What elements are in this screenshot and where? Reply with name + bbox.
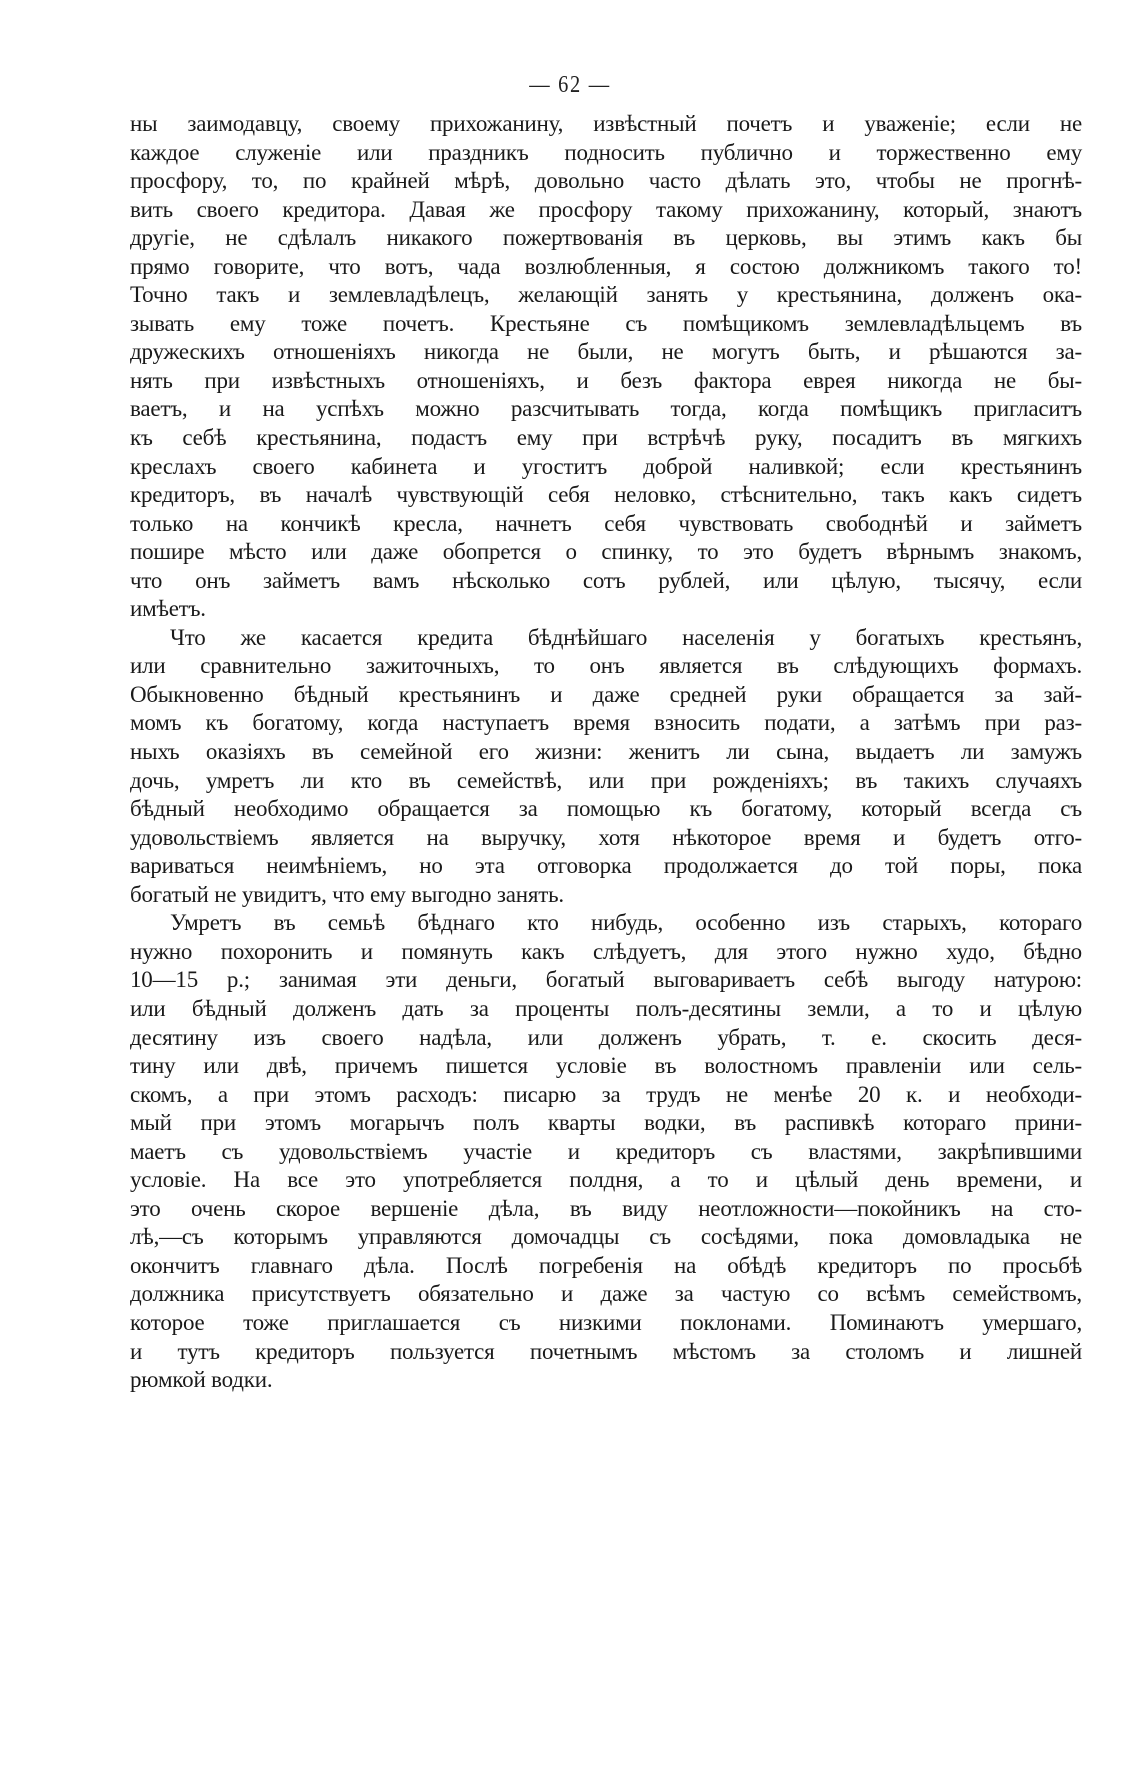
- text-line: мый при этомъ могарычъ полъ кварты водки, въ распивкѣ котораго прини-: [130, 1110, 1082, 1136]
- body-text: [130, 110, 1082, 1395]
- text-line: что онъ займетъ вамъ нѣсколько сотъ рублей, или цѣлую, тысячу, если: [130, 567, 1082, 593]
- text-line: богатый не увидитъ, что ему выгодно занять.: [130, 881, 564, 907]
- text-line: ны заимодавцу, своему прихожанину, извѣстный почетъ и уваженіе; если не: [130, 111, 1082, 136]
- text-line: нужно похоронить и помянуть какъ слѣдуетъ, для этого нужно худо, бѣдно: [130, 938, 1082, 964]
- text-line: вить своего кредитора. Давая же просфору такому прихожанину, который, знаютъ: [130, 196, 1082, 222]
- text-line: дочь, умретъ ли кто въ семействѣ, или при рожденіяхъ; въ такихъ случаяхъ: [130, 767, 1082, 793]
- text-line: имѣетъ.: [130, 596, 206, 622]
- text-line: окончитъ главнаго дѣла. Послѣ погребенія на обѣдѣ кредиторъ по просьбѣ: [130, 1252, 1082, 1278]
- text-line: Обыкновенно бѣдный крестьянинъ и даже средней руки обращается за зай-: [130, 681, 1082, 707]
- text-line: только на кончикѣ кресла, начнетъ себя чувствовать свободнѣй и займетъ: [130, 510, 1082, 536]
- text-line: условіе. На все это употребляется полдня, а то и цѣлый день времени, и: [130, 1167, 1082, 1193]
- text-line: ныхъ оказіяхъ въ семейной его жизни: женитъ ли сына, выдаетъ ли замужъ: [130, 739, 1082, 765]
- text-line: просфору, то, по крайней мѣрѣ, довольно часто дѣлать это, чтобы не прогнѣ-: [130, 168, 1082, 194]
- text-line: прямо говорите, что вотъ, чада возлюбленныя, я состою должникомъ такого то!: [130, 253, 1082, 279]
- text-line: момъ къ богатому, когда наступаетъ время взносить подати, а затѣмъ при раз-: [130, 710, 1082, 736]
- text-line: зывать ему тоже почетъ. Крестьяне съ помѣщикомъ землевладѣльцемъ въ: [130, 310, 1082, 336]
- text-line: другіе, не сдѣлалъ никакого пожертвованія въ церковь, вы этимъ какъ бы: [130, 225, 1082, 251]
- paragraph-2: [130, 624, 1082, 909]
- text-line: должника присутствуетъ обязательно и даже за частую со всѣмъ семействомъ,: [130, 1281, 1082, 1307]
- text-line: дружескихъ отношеніяхъ никогда не были, не могутъ быть, и рѣшаются за-: [130, 339, 1082, 365]
- text-line: къ себѣ крестьянина, подастъ ему при встрѣчѣ руку, посадитъ въ мягкихъ: [130, 425, 1082, 451]
- text-line: вариваться неимѣніемъ, но эта отговорка продолжается до той поры, пока: [130, 853, 1082, 879]
- paragraph-3: [130, 909, 1082, 1394]
- paragraph-1: [130, 110, 1082, 624]
- text-line: десятину изъ своего надѣла, или долженъ убрать, т. е. скосить деся-: [130, 1024, 1082, 1050]
- text-line: кредиторъ, въ началѣ чувствующій себя неловко, стѣснительно, такъ какъ сидетъ: [130, 482, 1082, 508]
- text-line: скомъ, а при этомъ расходъ: писарю за трудъ не менѣе 20 к. и необходи-: [130, 1081, 1082, 1107]
- text-line: 10—15 р.; занимая эти деньги, богатый выговариваетъ себѣ выгоду натурою:: [130, 967, 1082, 993]
- text-line: бѣдный необходимо обращается за помощью къ богатому, который всегда съ: [130, 796, 1082, 822]
- text-line: Умретъ въ семьѣ бѣднаго кто нибудь, особенно изъ старыхъ, котораго: [170, 910, 1082, 936]
- text-line: тину или двѣ, причемъ пишется условіе въ волостномъ правленіи или сель-: [130, 1053, 1082, 1079]
- text-line: рюмкой водки.: [130, 1367, 273, 1393]
- text-line: Что же касается кредита бѣднѣйшаго населенія у богатыхъ крестьянъ,: [170, 624, 1082, 650]
- page-number: — 62 —: [529, 72, 611, 98]
- text-line: маетъ съ удовольствіемъ участіе и кредиторъ съ властями, закрѣпившими: [130, 1138, 1082, 1164]
- text-line: удовольствіемъ является на выручку, хотя нѣкоторое время и будетъ отго-: [130, 824, 1082, 850]
- text-line: которое тоже приглашается съ низкими поклонами. Поминаютъ умершаго,: [130, 1309, 1082, 1335]
- text-line: лѣ,—съ которымъ управляются домочадцы съ сосѣдями, пока домовладыка не: [130, 1224, 1082, 1250]
- text-line: каждое служеніе или праздникъ подносить публично и торжественно ему: [130, 139, 1082, 165]
- text-line: пошире мѣсто или даже обопрется о спинку, то это будетъ вѣрнымъ знакомъ,: [130, 539, 1082, 565]
- text-line: или сравнительно зажиточныхъ, то онъ является въ слѣдующихъ формахъ.: [130, 653, 1082, 679]
- text-line: или бѣдный долженъ дать за проценты полъ-десятины земли, а то и цѣлую: [130, 995, 1082, 1021]
- text-line: ваетъ, и на успѣхъ можно разсчитывать тогда, когда помѣщикъ пригласитъ: [130, 396, 1082, 422]
- text-line: это очень скорое вершеніе дѣла, въ виду неотложности—покойникъ на сто-: [130, 1195, 1082, 1221]
- text-line: нять при извѣстныхъ отношеніяхъ, и безъ фактора еврея никогда не бы-: [130, 367, 1082, 393]
- text-line: Точно такъ и землевладѣлецъ, желающій занять у крестьянина, долженъ ока-: [130, 282, 1082, 308]
- text-line: креслахъ своего кабинета и угоститъ доброй наливкой; если крестьянинъ: [130, 453, 1082, 479]
- text-line: и тутъ кредиторъ пользуется почетнымъ мѣстомъ за столомъ и лишней: [130, 1338, 1082, 1364]
